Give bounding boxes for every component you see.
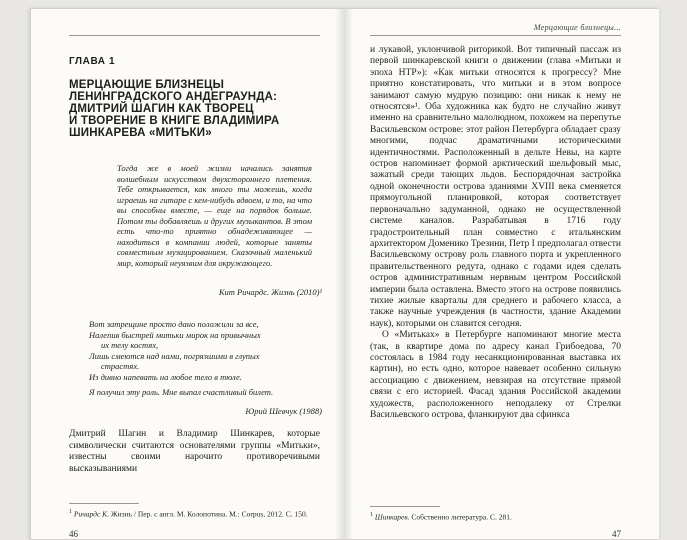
verse-line: Из дивно напевать на любое тело в тюле.: [89, 371, 242, 382]
footnote-rule-right: [370, 506, 440, 507]
body-paragraph-continued: и лукавой, уклончивой риторикой. Вот типичный пассаж из первой шинкаревской книги о движении (глава «Митьки и эпоха НТР»): «Как митьки относятся к прогрессу? Мне приятно констатировать, что митьки и в этом вопросе занимают самую мудрую позицию: они никак к нему не относятся»¹. Оба художника как будто не случайно живут именно на сравнительно малолюдном, похожем на перепутье Васильевском острове: этот район Петербурга обладает сразу многими, подчас драматичными историческими идентичностями. Расположенный в дельте Невы, на карте остров напоминает формой арктический шельфовый мыс, зажатый среди тающих льдов. Беспорядочная застройка одной оконечности острова зданиями XVIII века сменяется прямоугольной планировкой, которая соответствует первоначально задуманной, однако не осуществленной системе каналов. Разрабатывая в 1716 году градостроительный план совместно с итальянским архитектором Доменико Трезини, Петр I предполагал отвести Васильевскому острову роль главного порта и укрепленного правительственного редута, однако с годами идея сделать остров административным нервным центром Российской империи была оставлена. Вместо этого на острове появились тихие жилые кварталы для среднего и рабочего класса, а также научные учреждения (в частности, здание Академии наук), которыми он славится сегодня.: [370, 45, 621, 329]
verse-final-line: Я получил эту роль. Мне выпал счастливый билет.: [89, 387, 274, 397]
chapter-title-line: И ТВОРЕНИЕ В КНИГЕ ВЛАДИМИРА: [69, 115, 280, 127]
footnote-author: Ричардс К.: [73, 509, 110, 519]
footnote-right: [370, 511, 621, 522]
verse-line: Лишь смеются над нами, погрязшими в глупых страстях.: [89, 350, 260, 371]
page-left: [31, 9, 344, 539]
body-paragraph-left: Дмитрий Шагин и Владимир Шинкарев, которые символически считаются основателями группы «Митьки», известны своими нарочито противоречивыми высказываниями: [69, 429, 320, 474]
chapter-title-line: ЛЕНИНГРАДСКОГО АНДЕГРАУНДА:: [69, 91, 278, 103]
running-head-rule-right: [370, 35, 621, 36]
page-number-left: 46: [69, 529, 78, 539]
page-number-right: 47: [612, 529, 621, 539]
epigraph-shevchuk-verse: [89, 319, 261, 382]
epigraph-shevchuk-attribution: Юрий Шевчук (1988): [245, 406, 322, 416]
running-head: Мерцающие близнецы...: [533, 23, 621, 32]
footnote-marker: 1: [69, 509, 72, 515]
footnote-rule-left: [69, 503, 139, 504]
epigraph-richards-text: Тогда же в моей жизни начались занятия волшебным искусством двухстороннего плетения. Тебе открывается, как много ты можешь, когда играешь на гитаре с кем-нибудь вдвоем, и то, на что вы способны вместе, — еще на порядок больше. Потом ты добавляешь и других музыкантов. В этом есть что-то приятно обнадеживающее — находиться в компании людей, которые заняты совместным музицированием. Сказочный маленький мир, который неуязвим для окружающего.: [117, 163, 312, 268]
footnote-text: Собственно литература. С. 281.: [411, 512, 512, 522]
chapter-title: [69, 79, 320, 139]
body-column-right: [370, 45, 621, 497]
chapter-title-line: МЕРЦАЮЩИЕ БЛИЗНЕЦЫ: [69, 79, 225, 91]
footnote-left: [69, 508, 320, 519]
verse-line: Налепив быстрей митьки мирок на привычных их телу костях,: [89, 329, 261, 350]
book-spread: [30, 8, 658, 540]
body-paragraph: О «Митьках» в Петербурге напоминают многие места (так, в квартире дома по адресу канал Грибоедова, 70 состоялась в 1984 году несанкционированная выставка их картин), но есть одно, которое навевает особенно сильную ассоциацию с движением, невзирая на отсутствие прямой связи с его историей. Фасад здания Российской академии художеств, расположенного неподалеку от Стрелки Васильевского острова, фланкируют два сфинкса: [370, 330, 621, 420]
footnote-text: Жизнь / Пер. с англ. М. Колопотина. М.: Corpus, 2012. С. 150.: [110, 509, 308, 519]
chapter-label: ГЛАВА 1: [69, 56, 116, 67]
verse-line: Вот затрещине просто дано положили за все,: [89, 319, 259, 329]
page-right: [344, 9, 659, 539]
epigraph-richards-attribution: Кит Ричардс. Жизнь (2010)¹: [218, 287, 322, 297]
running-head-rule-left: [69, 35, 320, 36]
footnote-marker: 1: [370, 512, 373, 518]
chapter-title-line: ДМИТРИЙ ШАГИН КАК ТВОРЕЦ: [69, 103, 254, 115]
footnote-author: Шинкарев.: [374, 512, 410, 522]
chapter-title-line: ШИНКАРЕВА «МИТЬКИ»: [69, 127, 212, 139]
